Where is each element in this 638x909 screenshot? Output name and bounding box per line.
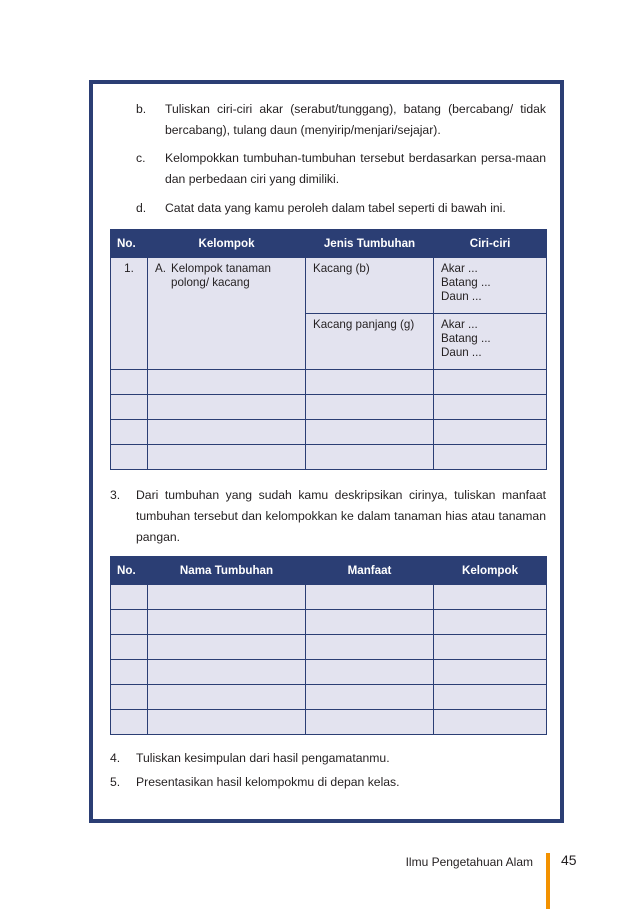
step-text: Kelompokkan tumbuhan-tumbuhan tersebut berdasarkan persa-maan dan perbedaan ciri yang dimiliki. [165,151,546,186]
group-text: Kelompok tanaman polong/ kacang [171,262,271,289]
empty-row [111,685,547,710]
col-header-jenis: Jenis Tumbuhan [306,230,434,258]
empty-row [111,420,547,445]
step-3 [110,485,546,549]
ciri-batang: Batang ... [441,332,491,345]
step-label: d. [136,201,147,215]
empty-row [111,710,547,735]
ciri-daun: Daun ... [441,290,482,303]
empty-row [111,635,547,660]
group-cell [148,258,306,370]
benefit-table [110,556,547,735]
step-text: Catat data yang kamu peroleh dalam tabel seperti di bawah ini. [165,201,506,215]
empty-row [111,445,547,470]
ciri-cell [434,314,547,370]
step-label: 4. [110,751,121,765]
empty-row [111,585,547,610]
ciri-akar: Akar ... [441,262,478,275]
book-title: Ilmu Pengetahuan Alam [405,855,533,869]
table-header-row [111,557,547,585]
table-header-row [111,230,547,258]
col-header-kelompok: Kelompok [434,557,547,585]
col-header-kelompok: Kelompok [148,230,306,258]
step-c [136,148,546,190]
footer-divider [546,853,550,909]
step-d [136,198,546,219]
empty-row [111,370,547,395]
group-label: A. [155,262,166,275]
ciri-batang: Batang ... [441,276,491,289]
col-header-manfaat: Manfaat [306,557,434,585]
ciri-akar: Akar ... [441,318,478,331]
step-label: 5. [110,775,121,789]
step-label: 3. [110,488,121,502]
col-header-no: No. [111,230,148,258]
step-text: Presentasikan hasil kelompokmu di depan kelas. [136,775,400,789]
ciri-daun: Daun ... [441,346,482,359]
step-b [136,99,546,141]
ciri-cell [434,258,547,314]
step-text: Tuliskan kesimpulan dari hasil pengamatanmu. [136,751,390,765]
page-number: 45 [561,852,577,868]
table-row [111,258,547,314]
jenis-cell: Kacang (b) [306,258,434,314]
step-text: Dari tumbuhan yang sudah kamu deskripsikan cirinya, tuliskan manfaat tumbuhan tersebut dan kelompokkan ke dalam tanaman hias atau tanaman pangan. [136,488,546,544]
col-header-ciri: Ciri-ciri [434,230,547,258]
step-4 [110,748,546,769]
empty-row [111,660,547,685]
jenis-cell: Kacang panjang (g) [306,314,434,370]
step-label: c. [136,151,146,165]
col-header-nama: Nama Tumbuhan [148,557,306,585]
step-text: Tuliskan ciri-ciri akar (serabut/tunggang), batang (bercabang/ tidak bercabang), tulang daun (menyirip/menjari/sejajar). [165,102,546,137]
step-label: b. [136,102,147,116]
row-number: 1. [111,258,148,370]
empty-row [111,610,547,635]
step-5 [110,772,546,793]
empty-row [111,395,547,420]
observation-table [110,229,547,470]
col-header-no: No. [111,557,148,585]
